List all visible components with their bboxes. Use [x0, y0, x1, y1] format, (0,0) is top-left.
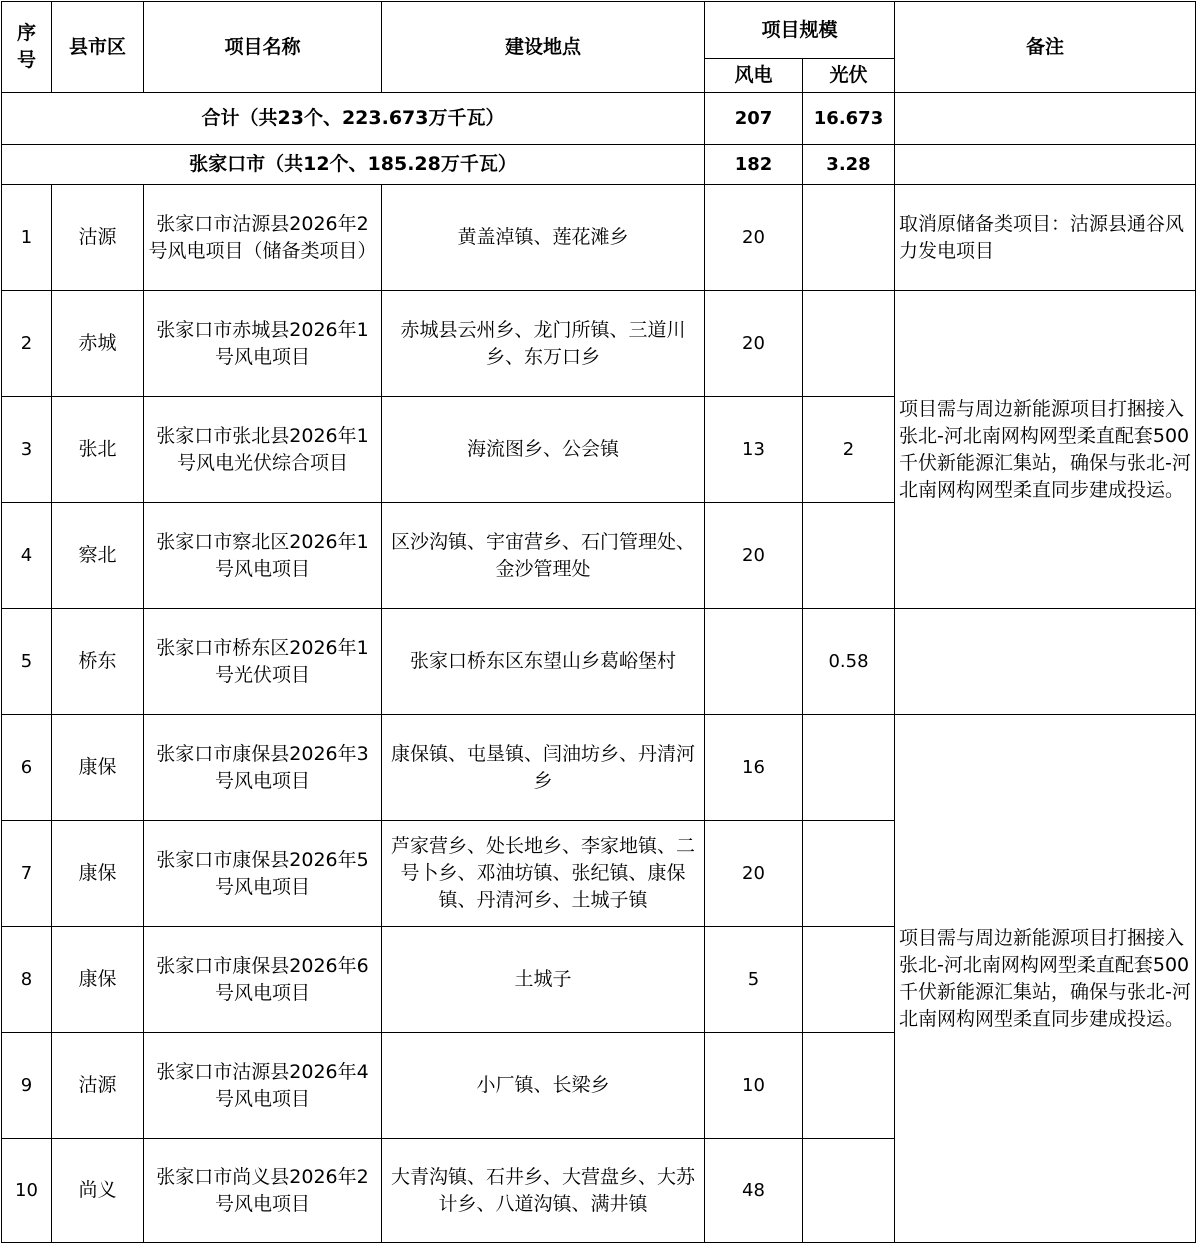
row-county: 尚义 — [52, 1139, 144, 1243]
city-label: 张家口市（共12个、185.28万千瓦） — [2, 145, 705, 185]
row-wind: 20 — [705, 821, 803, 927]
row-location: 黄盖淖镇、莲花滩乡 — [382, 185, 705, 291]
row-name: 张家口市沽源县2026年4号风电项目 — [144, 1033, 382, 1139]
header-wind: 风电 — [705, 59, 803, 93]
row-remark-empty — [895, 609, 1196, 715]
row-wind: 48 — [705, 1139, 803, 1243]
row-location: 康保镇、屯垦镇、闫油坊乡、丹清河乡 — [382, 715, 705, 821]
row-seq: 8 — [2, 927, 52, 1033]
row-location: 大青沟镇、石井乡、大营盘乡、大苏计乡、八道沟镇、满井镇 — [382, 1139, 705, 1243]
row-location: 海流图乡、公会镇 — [382, 397, 705, 503]
project-table — [1, 1, 1196, 1243]
row-county: 桥东 — [52, 609, 144, 715]
row-name: 张家口市康保县2026年5号风电项目 — [144, 821, 382, 927]
city-remark — [895, 145, 1196, 185]
row-solar: 0.58 — [803, 609, 895, 715]
row-county: 察北 — [52, 503, 144, 609]
row-name: 张家口市桥东区2026年1号光伏项目 — [144, 609, 382, 715]
row-name: 张家口市张北县2026年1号风电光伏综合项目 — [144, 397, 382, 503]
row-location: 区沙沟镇、宇宙营乡、石门管理处、金沙管理处 — [382, 503, 705, 609]
row-location: 小厂镇、长梁乡 — [382, 1033, 705, 1139]
header-solar: 光伏 — [803, 59, 895, 93]
row-solar — [803, 715, 895, 821]
row-seq: 10 — [2, 1139, 52, 1243]
row-solar — [803, 185, 895, 291]
table-row — [2, 609, 1196, 715]
row-solar — [803, 1139, 895, 1243]
total-solar: 16.673 — [803, 93, 895, 145]
row-seq: 4 — [2, 503, 52, 609]
row-location: 土城子 — [382, 927, 705, 1033]
header-name: 项目名称 — [144, 2, 382, 93]
row-location: 赤城县云州乡、龙门所镇、三道川乡、东万口乡 — [382, 291, 705, 397]
total-wind: 207 — [705, 93, 803, 145]
row-wind — [705, 609, 803, 715]
header-location: 建设地点 — [382, 2, 705, 93]
row-wind: 13 — [705, 397, 803, 503]
row-solar — [803, 821, 895, 927]
row-county: 张北 — [52, 397, 144, 503]
row-name: 张家口市沽源县2026年2号风电项目（储备类项目） — [144, 185, 382, 291]
row-name: 张家口市康保县2026年6号风电项目 — [144, 927, 382, 1033]
row-seq: 1 — [2, 185, 52, 291]
row-seq: 5 — [2, 609, 52, 715]
city-solar: 3.28 — [803, 145, 895, 185]
row-county: 康保 — [52, 927, 144, 1033]
city-row — [2, 145, 1196, 185]
row-name: 张家口市察北区2026年1号风电项目 — [144, 503, 382, 609]
row-seq: 9 — [2, 1033, 52, 1139]
row-solar — [803, 1033, 895, 1139]
row-solar — [803, 927, 895, 1033]
row-wind: 16 — [705, 715, 803, 821]
header-seq: 序号 — [2, 2, 52, 93]
total-remark — [895, 93, 1196, 145]
row-wind: 10 — [705, 1033, 803, 1139]
row-solar: 2 — [803, 397, 895, 503]
row-solar — [803, 503, 895, 609]
row-solar — [803, 291, 895, 397]
row-county: 康保 — [52, 821, 144, 927]
row-wind: 20 — [705, 291, 803, 397]
remark-bundle-1: 项目需与周边新能源项目打捆接入张北-河北南网构网型柔直配套500千伏新能源汇集站，确保与张北-河北南网构网型柔直同步建成投运。 — [895, 291, 1196, 609]
row-name: 张家口市康保县2026年3号风电项目 — [144, 715, 382, 821]
city-wind: 182 — [705, 145, 803, 185]
row-wind: 20 — [705, 503, 803, 609]
row-seq: 2 — [2, 291, 52, 397]
row-county: 康保 — [52, 715, 144, 821]
row-county: 沽源 — [52, 1033, 144, 1139]
row-seq: 3 — [2, 397, 52, 503]
row-wind: 20 — [705, 185, 803, 291]
row-seq: 6 — [2, 715, 52, 821]
header-scale: 项目规模 — [705, 2, 895, 59]
row-county: 赤城 — [52, 291, 144, 397]
row-name: 张家口市尚义县2026年2号风电项目 — [144, 1139, 382, 1243]
total-row — [2, 93, 1196, 145]
remark-bundle-2: 项目需与周边新能源项目打捆接入张北-河北南网构网型柔直配套500千伏新能源汇集站，确保与张北-河北南网构网型柔直同步建成投运。 — [895, 715, 1196, 1243]
table-row — [2, 715, 1196, 821]
header-county: 县市区 — [52, 2, 144, 93]
row-county: 沽源 — [52, 185, 144, 291]
header-remark: 备注 — [895, 2, 1196, 93]
row-seq: 7 — [2, 821, 52, 927]
row-name: 张家口市赤城县2026年1号风电项目 — [144, 291, 382, 397]
row-location: 张家口桥东区东望山乡葛峪堡村 — [382, 609, 705, 715]
row-wind: 5 — [705, 927, 803, 1033]
table-row — [2, 291, 1196, 397]
remark-cancel: 取消原储备类项目：沽源县通谷风力发电项目 — [895, 185, 1196, 291]
total-label: 合计（共23个、223.673万千瓦） — [2, 93, 705, 145]
table-row — [2, 185, 1196, 291]
row-location: 芦家营乡、处长地乡、李家地镇、二号卜乡、邓油坊镇、张纪镇、康保镇、丹清河乡、土城子镇 — [382, 821, 705, 927]
